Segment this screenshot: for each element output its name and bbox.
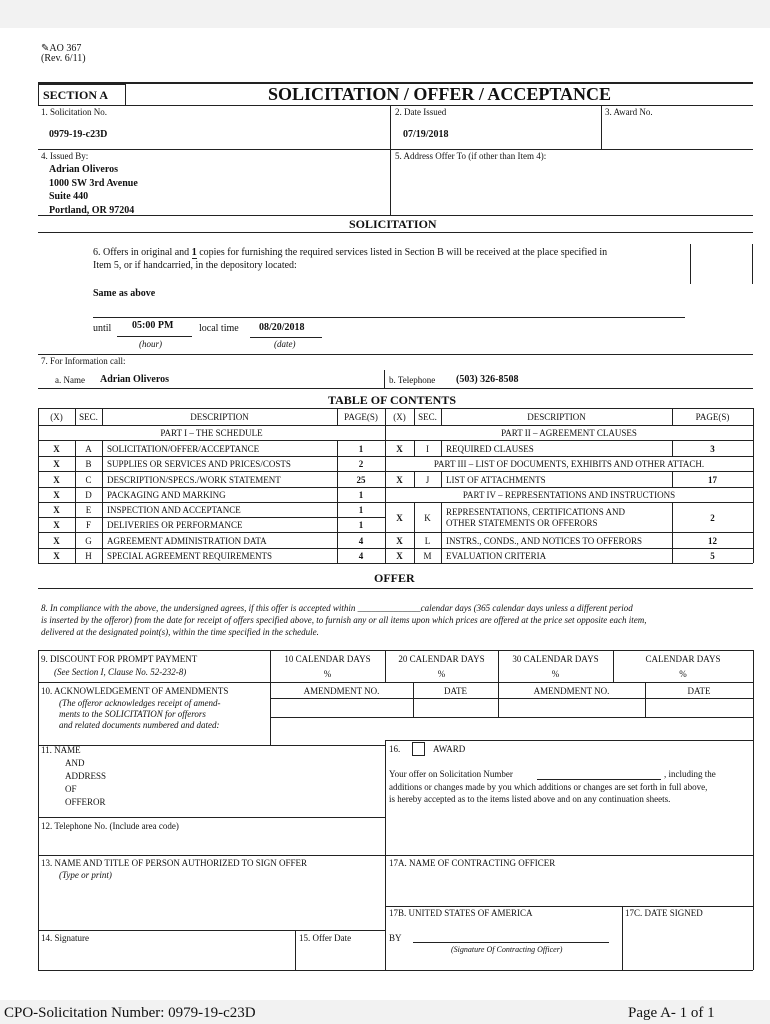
discount-ref: (See Section I, Clause No. 52-232-8) (54, 667, 187, 677)
discount-other-days: CALENDAR DAYS (645, 654, 721, 664)
award-text-1b: , including the (664, 769, 716, 779)
toc-desc: OTHER STATEMENTS OR OFFERORS (446, 518, 598, 528)
toc-header-sec: SEC. (79, 412, 98, 422)
signature-label: 14. Signature (41, 933, 89, 943)
toc-pages: 3 (710, 444, 715, 454)
toc-sec: J (425, 475, 430, 485)
offer-para-1: 8. In compliance with the above, the undersigned agrees, if this offer is accepted within ______________calendar days (365 calendar days unless a different period (41, 603, 633, 613)
solicitation-heading: SOLICITATION (349, 217, 437, 231)
section-label: SECTION A (43, 88, 109, 102)
ack-note: (The offeror acknowledges receipt of amend- ments to the SOLICITATION for offerors and related documents numbered and dated: (59, 698, 221, 730)
toc-sec: K (424, 513, 431, 523)
info-phone: (503) 326-8508 (456, 374, 519, 385)
toc-desc: REQUIRED CLAUSES (446, 444, 534, 454)
offer-date-label: 15. Offer Date (299, 933, 352, 943)
solicitation-no-label: 1. Solicitation No. (41, 107, 107, 117)
issued-by-label: 4. Issued By: (41, 151, 89, 161)
award-no-label: 3. Award No. (605, 107, 653, 117)
toc-desc: REPRESENTATIONS, CERTIFICATIONS AND (446, 507, 626, 517)
amendment-date-header: DATE (444, 686, 467, 696)
toc-pages: 4 (358, 536, 364, 546)
authorized-signer-note: (Type or print) (59, 870, 112, 880)
local-time-label: local time (199, 323, 239, 334)
toc-pages: 2 (710, 513, 715, 523)
amendment-date-header-2: DATE (687, 686, 711, 696)
toc-pages: 4 (358, 551, 364, 561)
toc-x-mark: X (396, 551, 403, 561)
offer-para-3: delivered at the designated point(s), within the time specified in the schedule. (41, 627, 319, 637)
award-checkbox[interactable] (412, 742, 425, 756)
toc-sec: L (424, 536, 431, 546)
toc-sec: E (85, 505, 92, 515)
toc-desc: INSTRS., CONDS., AND NOTICES TO OFFERORS (446, 536, 642, 546)
depository-location: Same as above (93, 288, 156, 299)
toc-pages: 1 (358, 444, 364, 454)
offer-heading: OFFER (374, 571, 415, 585)
toc-part3: PART III – LIST OF DOCUMENTS, EXHIBITS AND OTHER ATTACH. (433, 459, 705, 469)
toc-x-mark: X (396, 513, 403, 523)
award-number: 16. (389, 744, 401, 754)
toc-desc: AGREEMENT ADMINISTRATION DATA (107, 536, 267, 546)
form-code: ✎AO 367 (41, 43, 82, 54)
offer-date[interactable]: 08/20/2018 (259, 322, 305, 333)
toc-sec: G (85, 536, 92, 546)
toc-desc: PACKAGING AND MARKING (107, 490, 226, 500)
toc-sec: C (85, 475, 92, 485)
award-label: AWARD (433, 744, 466, 754)
offer-hour[interactable]: 05:00 PM (132, 320, 174, 331)
award-text-3: is hereby accepted as to the items listed above and on any continuation sheets. (389, 794, 671, 804)
toc-desc: EVALUATION CRITERIA (446, 551, 547, 561)
contracting-officer-label: 17A. NAME OF CONTRACTING OFFICER (389, 858, 556, 868)
discount-other-pct[interactable]: % (679, 669, 687, 679)
toc-pages: 12 (708, 536, 717, 546)
toc-sec: D (85, 490, 92, 500)
issued-by-address: Adrian Oliveros 1000 SW 3rd Avenue Suite 440 Portland, OR 97204 (49, 164, 138, 216)
toc-x-mark: X (396, 475, 403, 485)
toc-header-sec-right: SEC. (418, 412, 437, 422)
solicitation-para: 6. Offers in original and 1 copies for furnishing the required services listed in Section B will be received at the place specified in (93, 247, 608, 258)
solicitation-para-line2: Item 5, or if handcarried, in the depository located: (93, 260, 297, 271)
discount-10-days: 10 CALENDAR DAYS (284, 654, 371, 664)
toc-heading: TABLE OF CONTENTS (328, 393, 457, 407)
page-title: SOLICITATION / OFFER / ACCEPTANCE (268, 84, 612, 104)
form-rev: (Rev. 6/11) (41, 53, 86, 64)
discount-label: 9. DISCOUNT FOR PROMPT PAYMENT (41, 654, 198, 664)
until-label: until (93, 323, 112, 334)
info-call-label: 7. For Information call: (41, 356, 126, 366)
toc-sec: A (85, 444, 92, 454)
toc-pages: 17 (708, 475, 717, 485)
toc-x-mark: X (53, 505, 60, 515)
toc-sec: B (85, 459, 92, 469)
toc-sec: H (85, 551, 92, 561)
toc-desc: INSPECTION AND ACCEPTANCE (107, 505, 241, 515)
toc-pages: 1 (358, 505, 364, 515)
offer-para-2: is inserted by the offeror) from the date for receipt of offers specified above, to furnish any or all items upon which prices are offered at the price set opposite each item, (41, 615, 647, 625)
info-name-label: a. Name (55, 375, 85, 385)
toc-header-x: (X) (50, 412, 63, 422)
by-label: BY (389, 933, 402, 943)
amendment-no-header-2: AMENDMENT NO. (533, 686, 610, 696)
co-signature-caption: (Signature Of Contracting Officer) (451, 945, 563, 954)
address-offer-label: 5. Address Offer To (if other than Item 4): (395, 151, 547, 161)
award-text-2: additions or changes made by you which additions or changes are set forth in full above, (389, 782, 708, 792)
toc-sec: F (85, 520, 91, 530)
toc-x-mark: X (53, 459, 60, 469)
top-band (0, 0, 770, 28)
pencil-icon: ✎ (41, 43, 50, 54)
discount-30-pct[interactable]: % (551, 669, 560, 679)
toc-x-mark: X (53, 520, 60, 530)
discount-20-days: 20 CALENDAR DAYS (398, 654, 485, 664)
date-issued-label: 2. Date Issued (395, 107, 447, 117)
discount-30-days: 30 CALENDAR DAYS (512, 654, 599, 664)
toc-pages: 2 (358, 459, 364, 469)
toc-header-pages-right: PAGE(S) (695, 412, 730, 422)
offeror-name-label: 11. NAME AND ADDRESS OF OFFEROR (41, 745, 107, 807)
ack-label: 10. ACKNOWLEDGEMENT OF AMENDMENTS (41, 686, 229, 696)
toc-part2: PART II – AGREEMENT CLAUSES (501, 428, 637, 438)
toc-part1: PART I – THE SCHEDULE (160, 428, 263, 438)
toc-header-desc-right: DESCRIPTION (527, 412, 586, 422)
toc-x-mark: X (53, 475, 60, 485)
toc-x-mark: X (53, 536, 60, 546)
amendment-no-header: AMENDMENT NO. (303, 686, 380, 696)
toc-header-x-right: (X) (393, 412, 406, 422)
co-signature-line[interactable] (413, 942, 609, 943)
toc-pages: 25 (356, 475, 366, 485)
toc-x-mark: X (53, 490, 60, 500)
toc-pages: 1 (358, 490, 364, 500)
toc-header-pages: PAGE(S) (344, 412, 378, 422)
toc-pages: 5 (710, 551, 715, 561)
toc-x-mark: X (53, 444, 60, 454)
toc-header-desc: DESCRIPTION (190, 412, 249, 422)
footer-solicitation: CPO-Solicitation Number: 0979-19-c23D (4, 1005, 256, 1021)
authorized-signer-label: 13. NAME AND TITLE OF PERSON AUTHORIZED TO SIGN OFFER (41, 858, 308, 868)
hour-caption: (hour) (139, 339, 162, 349)
toc-desc: DESCRIPTION/SPECS./WORK STATEMENT (107, 475, 281, 485)
date-issued: 07/19/2018 (403, 129, 449, 140)
telephone-label: 12. Telephone No. (Include area code) (41, 821, 179, 831)
toc-x-mark: X (396, 536, 403, 546)
toc-part4: PART IV – REPRESENTATIONS AND INSTRUCTIONS (462, 490, 676, 500)
footer-page: Page A- 1 of 1 (628, 1005, 715, 1021)
toc-pages: 1 (358, 520, 364, 530)
toc-x-mark: X (53, 551, 60, 561)
toc-desc: SOLICITATION/OFFER/ACCEPTANCE (107, 444, 260, 454)
usa-label: 17B. UNITED STATES OF AMERICA (389, 908, 533, 918)
toc-x-mark: X (396, 444, 403, 454)
award-text-1: Your offer on Solicitation Number (389, 769, 513, 779)
info-name: Adrian Oliveros (100, 374, 169, 385)
date-signed-label: 17C. DATE SIGNED (625, 908, 703, 918)
toc-sec: I (426, 444, 429, 454)
discount-10-pct[interactable]: % (323, 669, 332, 679)
date-caption: (date) (274, 339, 296, 349)
toc-sec: M (423, 551, 432, 561)
toc-desc: DELIVERIES OR PERFORMANCE (107, 520, 243, 530)
toc-desc: LIST OF ATTACHMENTS (446, 475, 546, 485)
award-solicitation-number-line[interactable] (537, 779, 661, 780)
solicitation-no: 0979-19-c23D (49, 129, 108, 140)
info-phone-label: b. Telephone (389, 375, 436, 385)
toc-desc: SPECIAL AGREEMENT REQUIREMENTS (107, 551, 273, 561)
toc-desc: SUPPLIES OR SERVICES AND PRICES/COSTS (107, 459, 291, 469)
discount-20-pct[interactable]: % (437, 669, 446, 679)
